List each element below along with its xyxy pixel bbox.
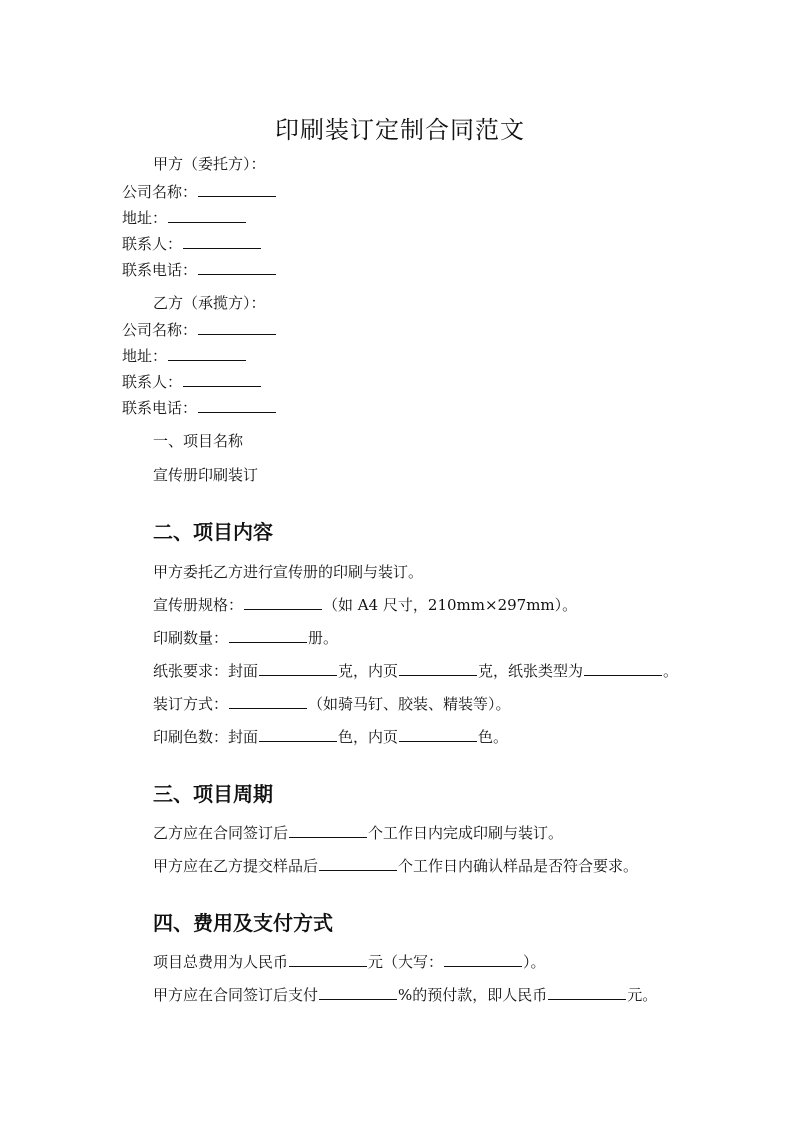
section3-line2 <box>153 856 638 876</box>
s4-l2a: 甲方应在合同签订后支付 <box>153 986 319 1004</box>
color-blank-2 <box>399 727 477 742</box>
qty-blank <box>229 628 307 643</box>
s3-l2a: 甲方应在乙方提交样品后 <box>153 857 319 875</box>
party-a-company <box>122 182 277 202</box>
party-b-contact <box>122 372 262 392</box>
spec-note: （如 A4 尺寸，210mm×297mm）。 <box>323 596 578 614</box>
paper-blank-2 <box>399 661 477 676</box>
section2-heading: 二、项目内容 <box>153 520 273 544</box>
section2-color <box>153 727 508 747</box>
party-a-address-label: 地址： <box>122 209 168 227</box>
paper-c: 克，纸张类型为 <box>478 662 584 680</box>
s4-blank-4 <box>548 985 626 1000</box>
party-b-phone <box>122 398 277 418</box>
s3-l2b: 个工作日内确认样品是否符合要求。 <box>398 857 639 875</box>
party-a-contact-label: 联系人： <box>122 235 183 253</box>
party-a-company-blank <box>198 182 276 197</box>
party-b-phone-label: 联系电话： <box>122 399 198 417</box>
section2-spec <box>153 595 577 615</box>
paper-a: 纸张要求：封面 <box>153 662 259 680</box>
party-b-phone-blank <box>198 398 276 413</box>
s4-blank-2 <box>444 952 522 967</box>
section3-heading: 三、项目周期 <box>153 782 273 806</box>
party-b-address-blank <box>168 346 246 361</box>
paper-d: 。 <box>663 662 679 680</box>
party-a-phone-label: 联系电话： <box>122 261 198 279</box>
spec-blank <box>244 595 322 610</box>
paper-b: 克，内页 <box>338 662 399 680</box>
section1-body: 宣传册印刷装订 <box>153 466 259 484</box>
party-a-company-label: 公司名称： <box>122 183 198 201</box>
s4-l2c: 元。 <box>627 986 658 1004</box>
section4-line1 <box>153 952 546 972</box>
s3-l1a: 乙方应在合同签订后 <box>153 824 289 842</box>
party-b-company <box>122 320 277 340</box>
section2-line1: 甲方委托乙方进行宣传册的印刷与装订。 <box>153 563 424 581</box>
party-a-address-blank <box>168 208 246 223</box>
party-b-company-label: 公司名称： <box>122 321 198 339</box>
party-b-heading: 乙方（承揽方）： <box>153 294 266 312</box>
section4-heading: 四、费用及支付方式 <box>153 911 333 935</box>
section4-line2 <box>153 985 657 1005</box>
s4-blank-3 <box>319 985 397 1000</box>
section1-heading: 一、项目名称 <box>153 432 244 450</box>
spec-label: 宣传册规格： <box>153 596 244 614</box>
party-b-address <box>122 346 247 366</box>
s4-l1b: 元（大写： <box>368 953 444 971</box>
party-b-contact-label: 联系人： <box>122 373 183 391</box>
s3-blank-1 <box>289 823 367 838</box>
s3-blank-2 <box>319 856 397 871</box>
party-b-address-label: 地址： <box>122 347 168 365</box>
s4-blank-1 <box>289 952 367 967</box>
s4-l2b: %的预付款，即人民币 <box>398 986 548 1004</box>
party-a-contact <box>122 234 262 254</box>
binding-blank <box>229 694 307 709</box>
party-b-contact-blank <box>183 372 261 387</box>
s4-l1a: 项目总费用为人民币 <box>153 953 289 971</box>
binding-label: 装订方式： <box>153 695 229 713</box>
qty-label: 印刷数量： <box>153 629 229 647</box>
s3-l1b: 个工作日内完成印刷与装订。 <box>368 824 564 842</box>
party-b-company-blank <box>198 320 276 335</box>
party-a-address <box>122 208 247 228</box>
paper-blank-1 <box>259 661 337 676</box>
section3-line1 <box>153 823 563 843</box>
s4-l1c: ）。 <box>523 953 546 971</box>
party-a-phone-blank <box>198 260 276 275</box>
party-a-heading: 甲方（委托方）： <box>153 155 266 173</box>
color-blank-1 <box>259 727 337 742</box>
page-title: 印刷装订定制合同范文 <box>275 116 525 144</box>
color-b: 色，内页 <box>338 728 399 746</box>
section2-paper <box>153 661 678 681</box>
party-a-contact-blank <box>183 234 261 249</box>
section2-binding <box>153 694 511 714</box>
paper-blank-3 <box>584 661 662 676</box>
binding-note: （如骑马钉、胶装、精装等）。 <box>308 695 511 713</box>
qty-unit: 册。 <box>308 629 339 647</box>
section2-qty <box>153 628 338 648</box>
party-a-phone <box>122 260 277 280</box>
color-a: 印刷色数：封面 <box>153 728 259 746</box>
color-c: 色。 <box>478 728 509 746</box>
